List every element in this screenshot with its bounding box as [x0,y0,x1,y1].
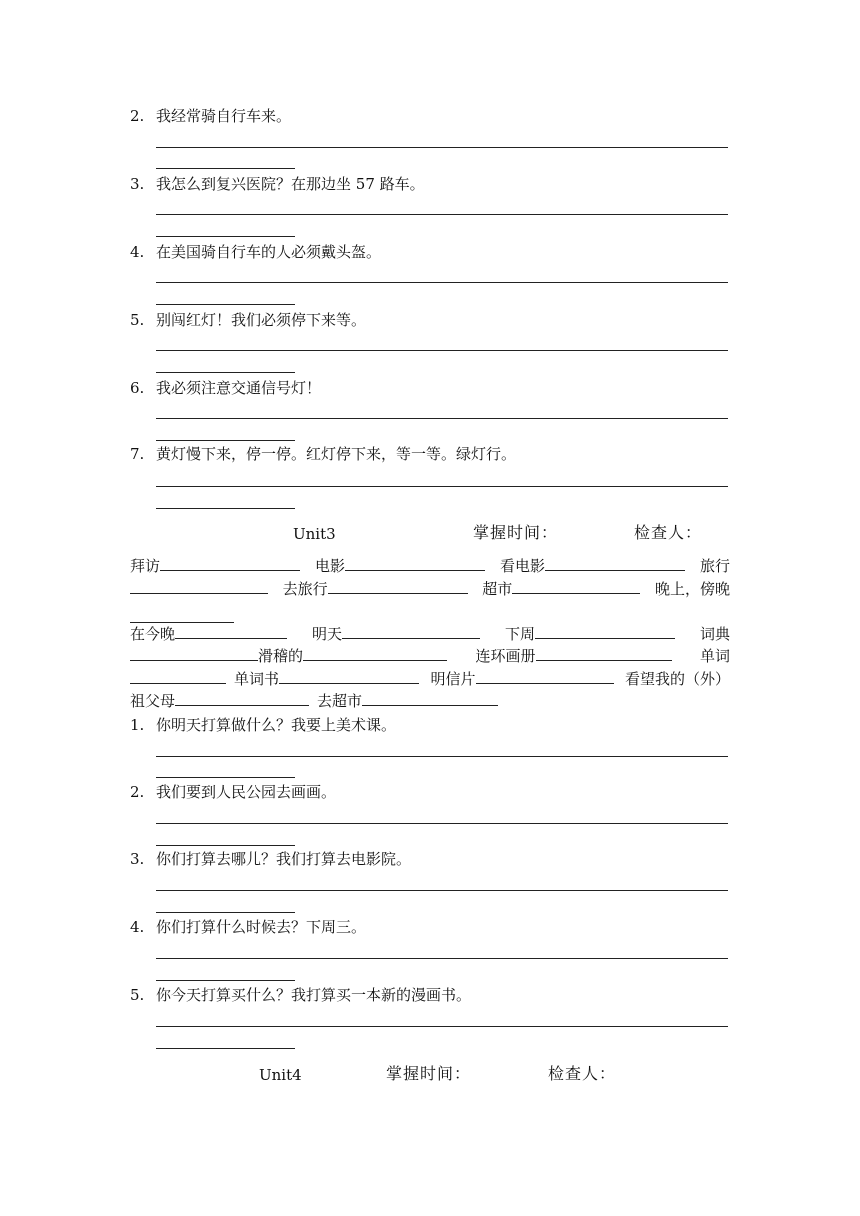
question-number: 1. [130,716,145,734]
question-text: 我们要到人民公园去画画。 [156,783,337,801]
vocab-word: 单词书 [234,669,280,688]
question-text: 你明天打算做什么？我要上美术课。 [156,716,397,734]
answer-line-short[interactable] [156,304,295,305]
unit3-vocab-block [130,555,730,713]
answer-line[interactable] [156,890,728,891]
vocab-item [505,622,675,646]
question-number: 4. [130,243,145,261]
question-text: 你今天打算买什么？我打算买一本新的漫画书。 [156,986,472,1004]
vocab-blank[interactable] [342,622,480,639]
vocab-word: 拜访 [130,557,161,575]
vocab-blank[interactable] [476,667,614,684]
question-text: 你们打算去哪儿？我们打算去电影院。 [156,850,412,868]
vocab-item [700,645,730,668]
answer-line[interactable] [156,147,728,148]
vocab-item [655,578,730,601]
vocab-item [312,622,480,646]
answer-line[interactable] [156,486,728,487]
vocab-item [700,623,730,646]
answer-line[interactable] [156,823,728,824]
vocab-item [130,644,447,668]
unit3-checker-label: 检查人： [634,523,703,542]
question-item [130,444,730,464]
question-number: 3. [130,175,145,193]
vocab-item [317,689,498,713]
unit3-title: Unit3 [293,525,336,543]
question-item [130,378,730,398]
question-item [130,242,730,262]
vocab-row [130,668,730,691]
vocab-blank[interactable] [303,644,447,661]
question-number: 3. [130,850,145,868]
vocab-blank[interactable] [130,606,234,623]
vocab-item [482,577,640,601]
vocab-blank[interactable] [130,644,258,661]
question-item [130,106,730,126]
question-text: 我经常骑自行车来。 [156,107,292,125]
vocab-item [130,577,268,601]
vocab-word: 在今晚 [130,624,176,643]
question-number: 2. [130,107,145,125]
question-number: 6. [130,379,145,397]
vocab-word: 晚上，傍晚 [654,579,730,598]
vocab-word: 明天 [311,624,342,643]
unit4-checker-label: 检查人： [548,1064,617,1083]
question-item [130,310,730,330]
answer-line[interactable] [156,756,728,757]
answer-line[interactable] [156,958,728,959]
question-number: 5. [130,986,145,1004]
vocab-blank[interactable] [130,577,268,594]
vocab-row [130,555,730,578]
vocab-row [130,690,730,713]
vocab-word: 连环画册 [475,647,536,665]
question-number: 5. [130,311,145,329]
vocab-word: 祖父母 [130,692,176,710]
answer-line-short[interactable] [156,845,295,846]
answer-line-short[interactable] [156,168,295,169]
vocab-item [430,667,613,691]
question-number: 7. [130,445,145,463]
vocab-blank[interactable] [345,554,485,571]
answer-line[interactable] [156,1026,728,1027]
vocab-item [130,622,287,646]
answer-line[interactable] [156,350,728,351]
answer-line-short[interactable] [156,777,295,778]
question-item [130,985,730,1005]
question-item [130,917,730,937]
vocab-word: 词典 [699,624,730,643]
vocab-row [130,645,730,668]
vocab-item [130,667,419,691]
vocab-item [315,554,485,578]
question-text: 在美国骑自行车的人必须戴头盔。 [156,243,382,261]
question-item [130,849,730,869]
vocab-word: 电影 [314,557,345,575]
vocab-word: 单词 [699,647,730,665]
vocab-blank[interactable] [175,689,309,706]
vocab-blank[interactable] [130,667,226,684]
vocab-word: 旅行 [699,557,730,575]
answer-line[interactable] [156,214,728,215]
vocab-item [700,555,730,578]
question-text: 我怎么到复兴医院？在那边坐 57 路车。 [156,175,425,193]
question-text: 黄灯慢下来，停一停。红灯停下来，等一等。绿灯行。 [156,445,517,463]
answer-line-short[interactable] [156,440,295,441]
vocab-item [130,554,300,578]
answer-line[interactable] [156,418,728,419]
vocab-blank[interactable] [535,622,675,639]
unit4-title: Unit4 [259,1066,302,1084]
vocab-word: 去旅行 [282,579,328,598]
vocab-item [283,577,468,601]
vocab-word: 明信片 [430,669,476,688]
question-text: 你们打算什么时候去？下周三。 [156,918,367,936]
answer-line-short[interactable] [156,508,295,509]
unit3-mastery-label: 掌握时间： [473,523,559,542]
question-item [130,174,730,194]
answer-line-short[interactable] [156,1048,295,1049]
vocab-word: 看望我的（外） [624,669,730,688]
vocab-blank[interactable] [279,667,419,684]
vocab-word: 下周 [504,624,535,643]
question-text: 我必须注意交通信号灯！ [156,379,322,397]
answer-line-short[interactable] [156,912,295,913]
vocab-row [130,578,730,601]
question-text: 别闯红灯！我们必须停下来等。 [156,311,367,329]
answer-line-short[interactable] [156,236,295,237]
vocab-row [130,623,730,646]
answer-line-short[interactable] [156,980,295,981]
answer-line-short[interactable] [156,372,295,373]
vocab-item [500,554,685,578]
vocab-item [130,689,309,713]
question-item [130,782,730,802]
answer-line[interactable] [156,282,728,283]
question-number: 4. [130,918,145,936]
vocab-row [130,600,730,623]
vocab-blank[interactable] [175,622,287,639]
vocab-blank[interactable] [328,577,468,594]
vocab-item [625,668,730,691]
unit4-mastery-label: 掌握时间： [386,1064,472,1083]
question-number: 2. [130,783,145,801]
vocab-word: 超市 [482,579,513,598]
vocab-word: 滑稽的 [258,647,304,665]
vocab-item [475,644,671,668]
vocab-word: 去超市 [317,692,363,710]
vocab-blank[interactable] [512,577,640,594]
vocab-blank[interactable] [536,644,672,661]
vocab-blank[interactable] [160,554,300,571]
question-item [130,715,730,735]
vocab-blank[interactable] [362,689,498,706]
vocab-blank[interactable] [545,554,685,571]
vocab-word: 看电影 [499,557,545,575]
